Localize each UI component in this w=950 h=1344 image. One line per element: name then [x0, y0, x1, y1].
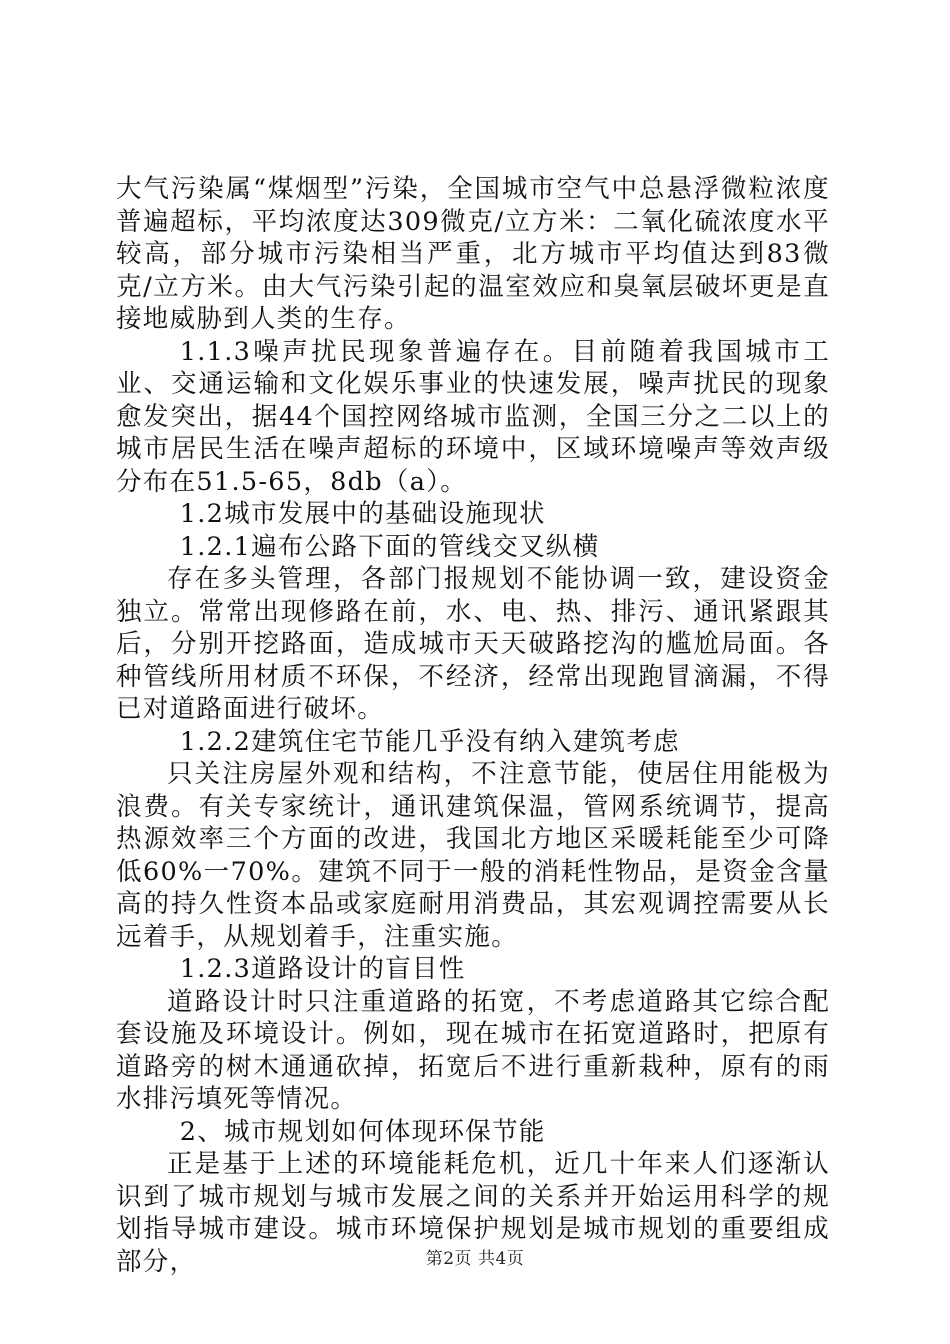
paragraph-noise-pollution: 1.1.3噪声扰民现象普遍存在。目前随着我国城市工业、交通运输和文化娱乐事业的快速发展，噪声扰民的现象愈发突出，据44个国控网络城市监测，全国三分之二以上的城市居民生活在噪声超标的环境中，区域环境噪声等效声级分布在51.5-65，8db（a）。: [116, 336, 830, 497]
paragraph-planning-intro: 正是基于上述的环境能耗危机，近几十年来人们逐渐认识到了城市规划与城市发展之间的关系并开始运用科学的规划指导城市建设。城市环境保护规划是城市规划的重要组成部分，: [116, 1149, 830, 1277]
paragraph-building-energy: 只关注房屋外观和结构，不注意节能，使居住用能极为浪费。有关专家统计，通讯建筑保温，管网系统调节，提高热源效率三个方面的改进，我国北方地区采暖耗能至少可降低60%一70%。建筑不同于一般的消耗性物品，是资金含量高的持久性资本品或家庭耐用消费品，其宏观调控需要从长远着手，从规划着手，注重实施。: [116, 759, 830, 952]
section-heading-1-2-3: 1.2.3道路设计的盲目性: [179, 954, 466, 984]
paragraph-road-design: 道路设计时只注重道路的拓宽，不考虑道路其它综合配套设施及环境设计。例如，现在城市在拓宽道路时，把原有道路旁的树木通通砍掉，拓宽后不进行重新栽种，原有的雨水排污填死等情况。: [116, 986, 830, 1114]
section-heading-1-2: 1.2城市发展中的基础设施现状: [179, 499, 546, 529]
paragraph-air-pollution: 大气污染属“煤烟型”污染，全国城市空气中总悬浮微粒浓度普遍超标，平均浓度达309微克/立方米：二氧化硫浓度水平较高，部分城市污染相当严重，北方城市平均值达到83微克/立方米。由大气污染引起的温室效应和臭氧层破坏更是直接地威胁到人类的生存。: [116, 174, 830, 334]
section-heading-1-2-1: 1.2.1遍布公路下面的管线交叉纵横: [179, 531, 600, 562]
document-body: [116, 173, 830, 1278]
section-heading-1-2-2: 1.2.2建筑住宅节能几乎没有纳入建筑考虑: [179, 726, 680, 757]
page-number-footer: 第2页 共4页: [425, 1249, 525, 1269]
paragraph-pipelines: 存在多头管理，各部门报规划不能协调一致，建设资金独立。常常出现修路在前，水、电、热、排污、通讯紧跟其后，分别开挖路面，造成城市天天破路挖沟的尴尬局面。各种管线所用材质不环保，不经济，经常出现跑冒滴漏，不得已对道路面进行破坏。: [116, 564, 830, 724]
section-heading-2: 2、城市规划如何体现环保节能: [179, 1116, 546, 1147]
